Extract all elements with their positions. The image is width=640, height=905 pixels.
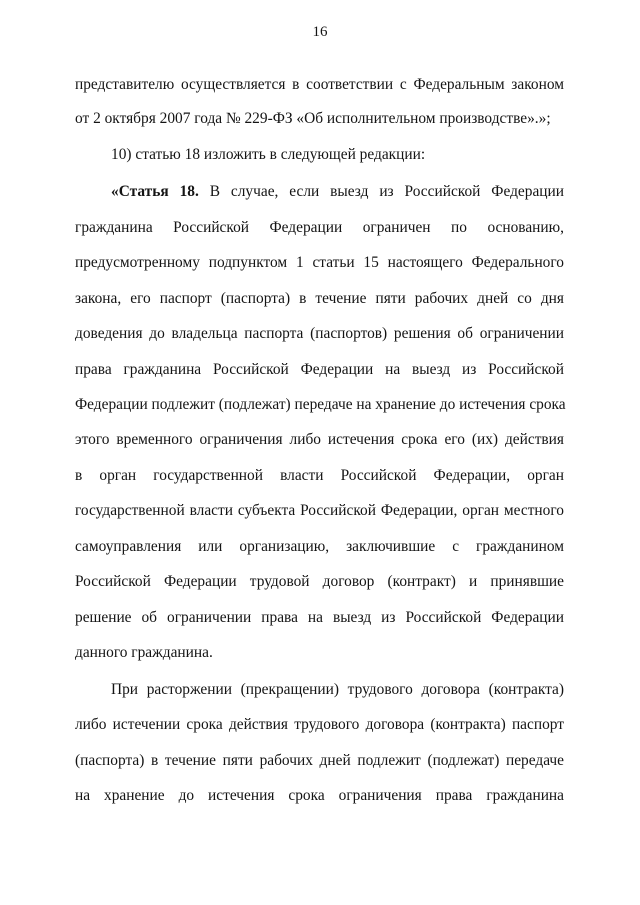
text-line: 10) статью 18 изложить в следующей редакции: bbox=[111, 146, 426, 163]
text-line: закона, его паспорт (паспорта) в течение пяти рабочих дней со дня bbox=[75, 290, 564, 307]
text-line: доведения до владельца паспорта (паспортов) решения об ограничении bbox=[75, 325, 564, 342]
text-line: При расторжении (прекращении) трудового договора (контракта) bbox=[111, 681, 564, 698]
text-line: этого временного ограничения либо истечения срока его (их) действия bbox=[75, 431, 564, 448]
text-line: либо истечении срока действия трудового договора (контракта) паспорт bbox=[75, 716, 564, 733]
text-line: (паспорта) в течение пяти рабочих дней подлежит (подлежат) передаче bbox=[75, 752, 564, 769]
text-line: Российской Федерации трудовой договор (контракт) и принявшие bbox=[75, 573, 564, 590]
text-line: Федерации подлежит (подлежат) передаче на хранение до истечения срока bbox=[75, 396, 566, 413]
article-title: «Статья 18. bbox=[111, 183, 199, 200]
text-line: самоуправления или организацию, заключившие с гражданином bbox=[75, 538, 564, 555]
text-line: на хранение до истечения срока ограничения права гражданина bbox=[75, 787, 564, 804]
article-heading-line bbox=[111, 182, 564, 202]
text-line: предусмотренному подпунктом 1 статьи 15 настоящего Федерального bbox=[75, 254, 564, 271]
text-line: от 2 октября 2007 года № 229-ФЗ «Об исполнительном производстве».»; bbox=[75, 110, 551, 127]
text-line: гражданина Российской Федерации ограничен по основанию, bbox=[75, 219, 564, 236]
text-line: в орган государственной власти Российской Федерации, орган bbox=[75, 467, 564, 484]
text-line: решение об ограничении права на выезд из Российской Федерации bbox=[75, 609, 564, 626]
text-line: данного гражданина. bbox=[75, 644, 213, 661]
text-line: государственной власти субъекта Российской Федерации, орган местного bbox=[75, 502, 564, 519]
article-text: В случае, если выезд из Российской Федерации bbox=[198, 183, 564, 200]
text-line: представителю осуществляется в соответствии с Федеральным законом bbox=[75, 76, 564, 93]
page-number: 16 bbox=[312, 24, 328, 40]
text-line: права гражданина Российской Федерации на выезд из Российской bbox=[75, 361, 564, 378]
